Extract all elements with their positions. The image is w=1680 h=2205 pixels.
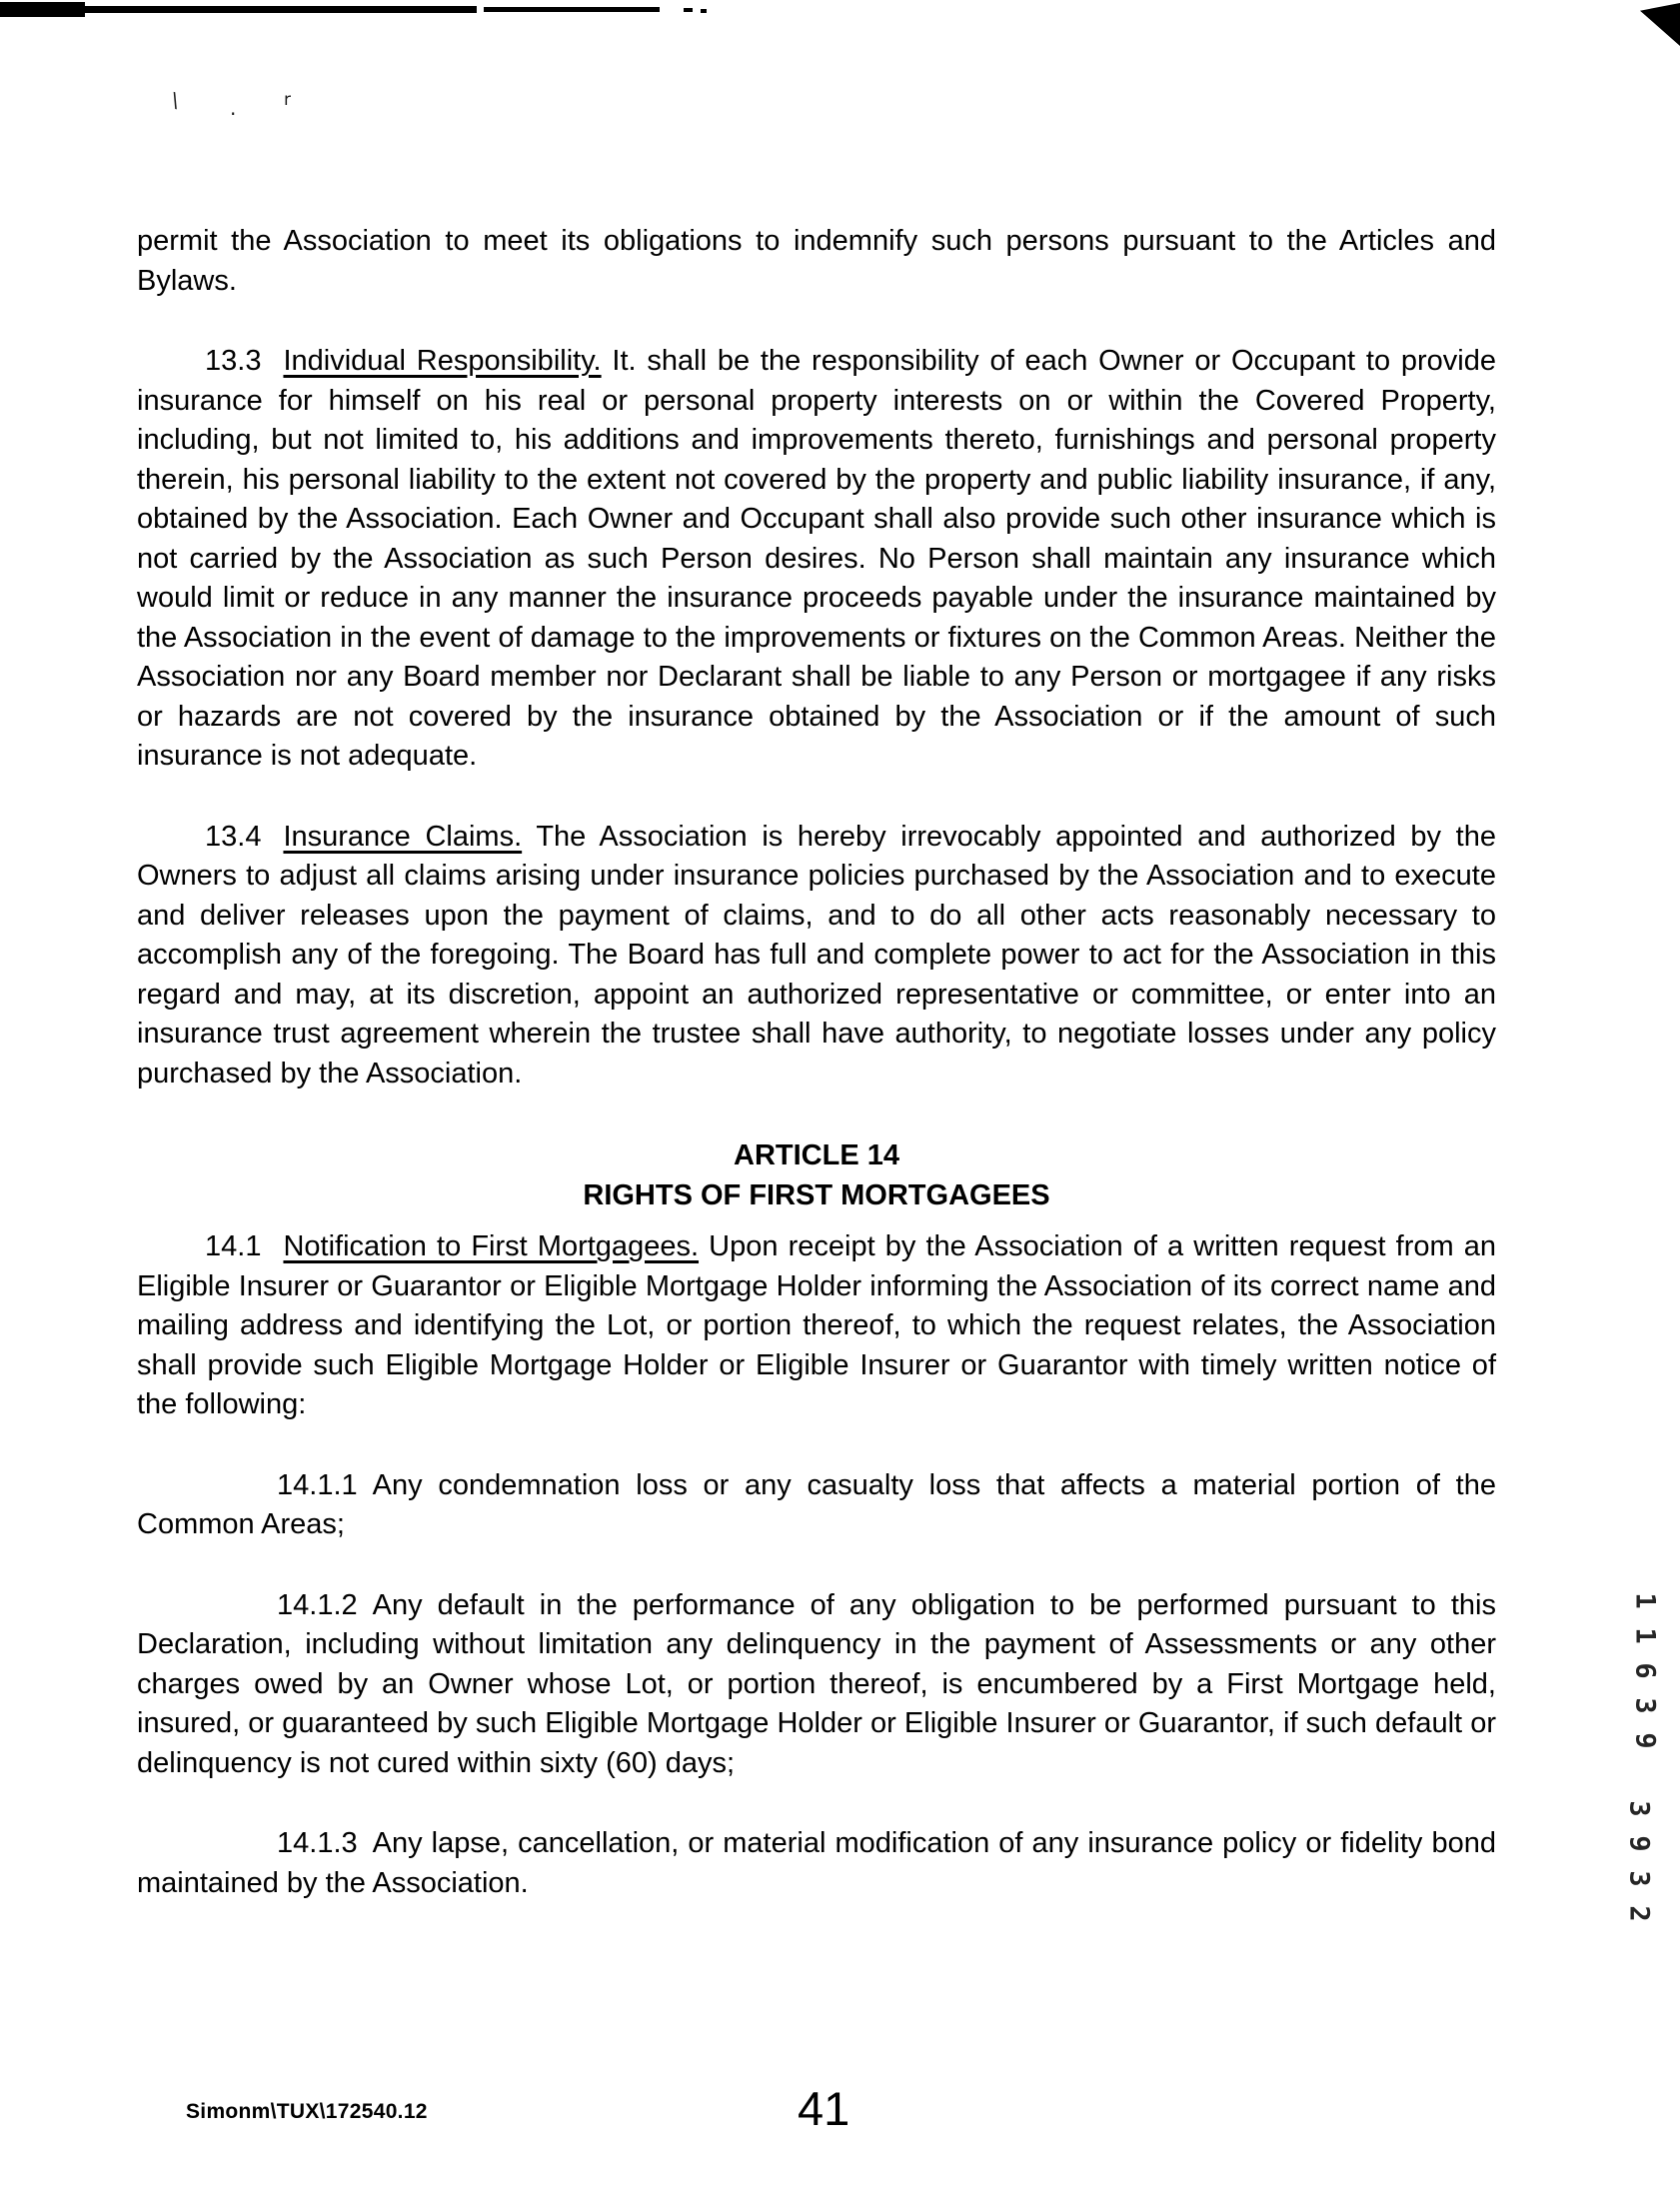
section-number: 13.3 bbox=[205, 345, 262, 377]
section-number: 14.1.1 bbox=[277, 1468, 358, 1501]
page-number: 41 bbox=[798, 2082, 850, 2135]
stamp-digit: 1 bbox=[1629, 1627, 1661, 1644]
section-number: 14.1.3 bbox=[277, 1827, 358, 1859]
section-number: 14.1 bbox=[205, 1230, 262, 1262]
section-body: The Association is hereby irrevocably appointed and authorized by the Owners to adjust all claims arising under insurance policies purchased by the Association and to execute and deliver releases upon the payment of claims, and to do all other acts reasonably necessary to accomplish any of the foregoing. The Board has full and complete power to act for the Association in this regard and may, at its discretion, appoint an authorized representative or committee, or enter into an insurance trust agreement wherein the trustee shall have authority, to negotiate losses under any policy purchased by the Association. bbox=[137, 820, 1496, 1090]
section-14-1-1 bbox=[137, 1466, 1496, 1545]
stamp-digit: 2 bbox=[1623, 1905, 1655, 1922]
stamp-digit: 3 bbox=[1623, 1870, 1655, 1887]
section-14-1-3 bbox=[137, 1824, 1496, 1903]
scan-artifact-bar-mid bbox=[85, 6, 477, 13]
scan-artifact-bar-thin bbox=[484, 7, 660, 12]
section-title: Notification to First Mortgagees. bbox=[283, 1230, 700, 1262]
section-14-1 bbox=[137, 1227, 1496, 1425]
section-title: Individual Responsibility. bbox=[283, 345, 602, 377]
footer-document-reference: Simonm\TUX\172540.12 bbox=[186, 2100, 428, 2123]
section-number: 13.4 bbox=[205, 820, 262, 853]
section-body: It. shall be the responsibility of each Owner or Occupant to provide insurance for himself on his real or personal property interests on or within the Covered Property, including, but not limited to, his additions and improvements thereto, furnishings and personal property therein, his personal liability to the extent not covered by the property and public liability insurance, if any, obtained by the Association. Each Owner and Occupant shall also provide such other insurance which is not carried by the Association as such Person desires. No Person shall maintain any insurance which would limit or reduce in any manner the insurance proceeds payable under the insurance maintained by the Association in the event of damage to the improvements or fixtures on the Common Areas. Neither the Association nor any Board member nor Declarant shall be liable to any Person or mortgagee if any risks or hazards are not covered by the insurance obtained by the Association or if the amount of such insurance is not adequate. bbox=[137, 345, 1496, 772]
scan-artifact-bar-thick bbox=[0, 2, 85, 17]
section-13-3 bbox=[137, 342, 1496, 777]
scan-artifact-dot bbox=[684, 8, 693, 12]
margin-stamp-number-upper bbox=[1629, 1583, 1661, 1758]
section-body: Any default in the performance of any obligation to be performed pursuant to this Declaration, including without limitation any delinquency in the payment of Assessments or any other charges owed by an Owner whose Lot, or portion thereof, is encumbered by a First Mortgage held, insured, or guaranteed by such Eligible Mortgage Holder or Eligible Insurer or Guarantor, if such default or delinquency is not cured within sixty (60) days; bbox=[137, 1588, 1496, 1779]
stamp-digit: 6 bbox=[1629, 1662, 1661, 1679]
paragraph-continuation: permit the Association to meet its obligations to indemnify such persons pursuant to the Articles and Bylaws. bbox=[137, 225, 1496, 297]
document-body bbox=[137, 222, 1496, 1944]
stamp-digit: 1 bbox=[1629, 1592, 1661, 1609]
section-body: Any lapse, cancellation, or material modification of any insurance policy or fidelity bond maintained by the Association. bbox=[137, 1827, 1496, 1899]
section-13-4 bbox=[137, 818, 1496, 1095]
stamp-digit: 9 bbox=[1623, 1835, 1655, 1852]
margin-stamp-number-lower bbox=[1623, 1791, 1655, 1931]
section-number: 14.1.2 bbox=[277, 1588, 358, 1621]
stamp-digit: 3 bbox=[1623, 1800, 1655, 1817]
corner-fold-mark bbox=[1640, 3, 1680, 46]
scan-artifact-dot bbox=[701, 9, 707, 13]
stamp-digit: 9 bbox=[1629, 1732, 1661, 1749]
article-14-heading bbox=[137, 1134, 1496, 1215]
stamp-digit: 3 bbox=[1629, 1697, 1661, 1714]
section-body: Any condemnation loss or any casualty loss that affects a material portion of the Common Areas; bbox=[137, 1468, 1496, 1540]
section-body: Upon receipt by the Association of a written request from an Eligible Insurer or Guarantor or Eligible Mortgage Holder informing the Association of its correct name and mailing address and identifying the Lot, or portion thereof, to which the request relates, the Association shall provide such Eligible Mortgage Holder or Eligible Insurer or Guarantor with timely written notice of the following: bbox=[137, 1230, 1497, 1420]
pen-mark: \ bbox=[169, 87, 182, 113]
section-14-1-2 bbox=[137, 1586, 1496, 1784]
article-title-line: RIGHTS OF FIRST MORTGAGEES bbox=[583, 1178, 1050, 1211]
article-number-line: ARTICLE 14 bbox=[734, 1139, 899, 1171]
pen-mark: r bbox=[284, 90, 291, 110]
pen-mark: . bbox=[230, 96, 237, 120]
section-title: Insurance Claims. bbox=[283, 820, 523, 853]
